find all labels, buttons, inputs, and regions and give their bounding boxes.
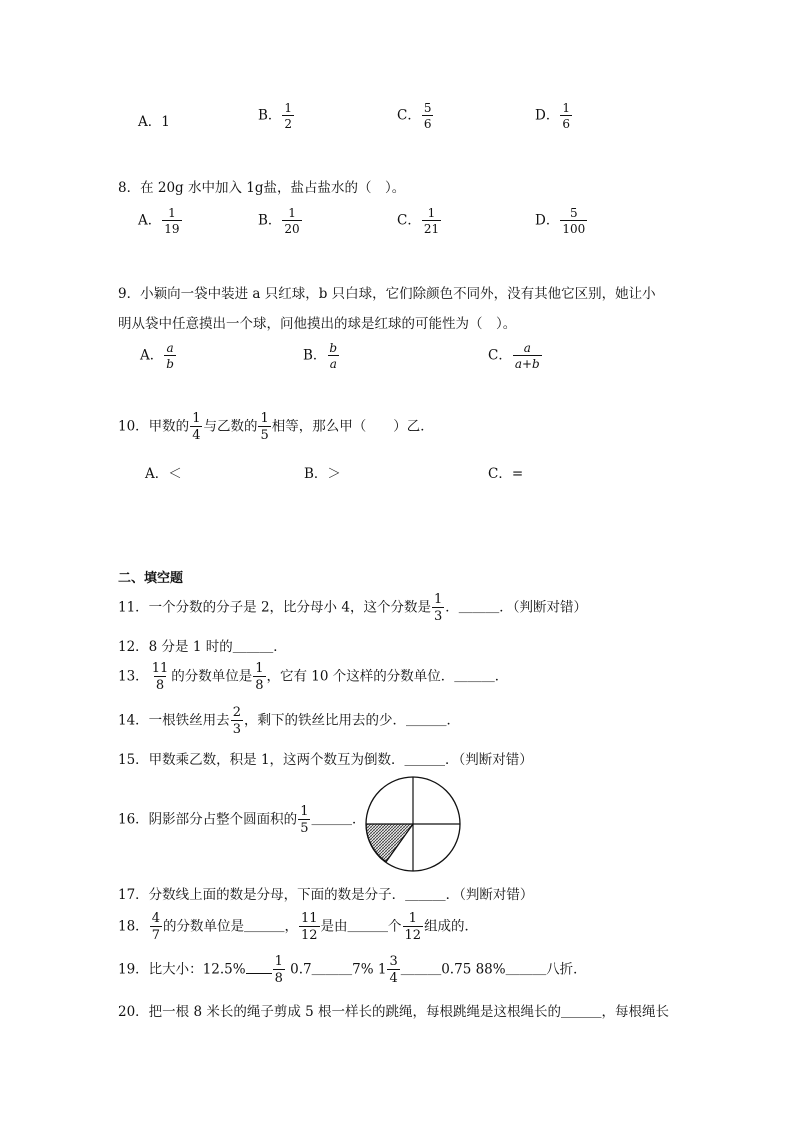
q9-text-line1: 9．小颖向一袋中装进 a 只红球，b 只白球，它们除颜色不同外，没有其他它区别，她让小 [118,286,656,302]
q17-text: 17．分数线上面的数是分母，下面的数是分子．＿＿＿．（判断对错） [118,887,534,903]
denominator: 8 [255,678,264,693]
numerator: 1 [288,206,296,220]
q10-post: 相等，那么甲（ ）乙． [271,418,434,435]
fraction [403,912,424,942]
denominator: 12 [300,928,318,943]
denominator: 5 [260,428,269,443]
denominator: 4 [389,971,398,986]
denominator: 3 [433,609,443,624]
numerator: 1 [300,804,309,819]
option-label: D． [535,107,560,124]
fraction [298,805,310,835]
q18-part2: 是由＿＿＿个 [320,918,402,935]
numerator: 1 [562,101,570,115]
numerator: 1 [192,411,201,426]
fraction [432,593,444,623]
fraction [164,342,176,370]
fraction [387,955,399,985]
q7-option-a [138,110,170,130]
option-label: B． [303,347,327,364]
option-label: D． [535,212,560,229]
fraction [299,912,320,942]
q9-text-line2: 明从袋中任意摸出一个球，问他摸出的球是红球的可能性为（ ）。 [118,316,517,332]
q8-option-c [397,207,442,235]
q18-part1: 的分数单位是＿＿＿， [162,918,298,935]
numerator: 2 [232,705,241,720]
q10-mid: 与乙数的 [203,418,258,435]
numerator: b [329,341,338,355]
q10-text [118,412,434,442]
fraction [422,102,434,130]
q14-post: ，剩下的铁丝比用去的少．＿＿＿． [243,712,460,729]
option-label: C． [397,107,421,124]
numerator: a [523,341,531,355]
option-label: C． [397,212,421,229]
denominator: b [166,357,174,371]
numerator: 1 [260,411,269,426]
fraction [258,412,270,442]
answer-blank [246,961,272,974]
q18-pre: 18． [118,918,149,935]
q13-pre: 13． [118,668,149,685]
q7-option-d [535,102,573,130]
q11-post: ．＿＿＿．（判断对错） [445,599,587,616]
q9-option-c [488,342,543,370]
denominator: 21 [423,222,440,236]
numerator: 1 [168,206,176,220]
q12-text: 12．8 分是 1 时的＿＿＿． [118,639,287,655]
fraction [282,207,301,235]
fraction [231,706,243,736]
denominator: 8 [274,971,283,986]
q8-option-a [138,207,183,235]
denominator: 2 [284,117,293,131]
q16-pre: 16．阴影部分占整个圆面积的 [118,811,298,828]
q13-mid: 的分数单位是 [171,668,253,685]
q16-text [118,805,365,835]
numerator: 1 [284,101,293,115]
numerator: 1 [408,911,417,926]
denominator: 19 [164,222,180,236]
q8-text: 8．在 20g 水中加入 1g盐，盐占盐水的（ ）。 [118,180,406,196]
q10-option-a: A．＜ [145,466,182,482]
numerator: 5 [569,206,578,220]
numerator: 1 [255,661,264,676]
option-label: A． [138,212,162,229]
q19-part2: ＿＿＿0.75 88%＿＿＿八折． [400,961,587,978]
q16-post: ＿＿＿． [311,811,366,828]
fraction [190,412,202,442]
option-label: B． [258,212,282,229]
q10-option-b: B．＞ [304,466,341,482]
numerator: 5 [423,101,432,115]
denominator: a+b [514,357,540,371]
q14-text [118,706,460,736]
q19-pre: 19．比大小：12.5% [118,961,246,978]
fraction [513,342,542,370]
fraction [253,662,265,692]
shaded-sector [366,824,413,862]
q8-option-d [535,207,588,235]
q20-text: 20．把一根 8 米长的绳子剪成 5 根一样长的跳绳，每根跳绳是这根绳长的＿＿＿，每根绳长 [118,1004,670,1020]
fraction [327,342,339,370]
fraction [422,207,441,235]
option-label: A． [140,347,164,364]
denominator: 8 [155,678,165,693]
option-label: C． [488,347,512,364]
denominator: 3 [232,722,241,737]
q15-text: 15．甲数乘乙数，积是 1，这两个数互为倒数．＿＿＿．（判断对错） [118,752,533,768]
q14-pre: 14．一根铁丝用去 [118,712,230,729]
denominator: 4 [192,428,201,443]
denominator: 100 [562,222,586,236]
denominator: 6 [562,117,570,131]
option-value: 1 [161,114,170,130]
numerator: 1 [427,206,436,220]
circle-diagram [362,776,464,878]
denominator: 5 [300,821,309,836]
q13-text [118,662,508,692]
denominator: a [329,357,337,371]
q10-pre: 10．甲数的 [118,418,190,435]
q11-text [118,593,587,623]
fraction [560,102,572,130]
fraction [282,102,294,130]
q9-option-b [303,342,340,370]
q18-text [118,912,478,942]
numerator: 4 [151,911,160,926]
option-label: A． [138,114,162,130]
numerator: a [166,341,174,355]
denominator: 20 [284,222,300,236]
q18-part3: 组成的． [424,918,479,935]
q7-option-b [258,102,295,130]
numerator: 11 [151,661,169,676]
q11-pre: 11．一个分数的分子是 2，比分母小 4，这个分数是 [118,599,431,616]
q10-option-c: C．= [488,466,524,482]
numerator: 3 [389,954,398,969]
q19-text [118,955,587,985]
q7-option-c [397,102,434,130]
fraction [162,207,181,235]
fraction [150,912,162,942]
option-label: B． [258,107,282,124]
q8-option-b [258,207,303,235]
fraction [560,207,587,235]
denominator: 12 [404,928,422,943]
q19-part1: 0.7＿＿＿7% 1 [290,961,387,978]
fraction [273,955,285,985]
denominator: 7 [151,928,160,943]
denominator: 6 [423,117,432,131]
fraction [150,662,171,692]
q9-option-a [140,342,177,370]
numerator: 1 [274,954,283,969]
section-title: 二、填空题 [118,571,184,586]
numerator: 11 [300,911,318,926]
q13-post: ，它有 10 个这样的分数单位．＿＿＿． [266,668,509,685]
numerator: 1 [433,592,443,607]
